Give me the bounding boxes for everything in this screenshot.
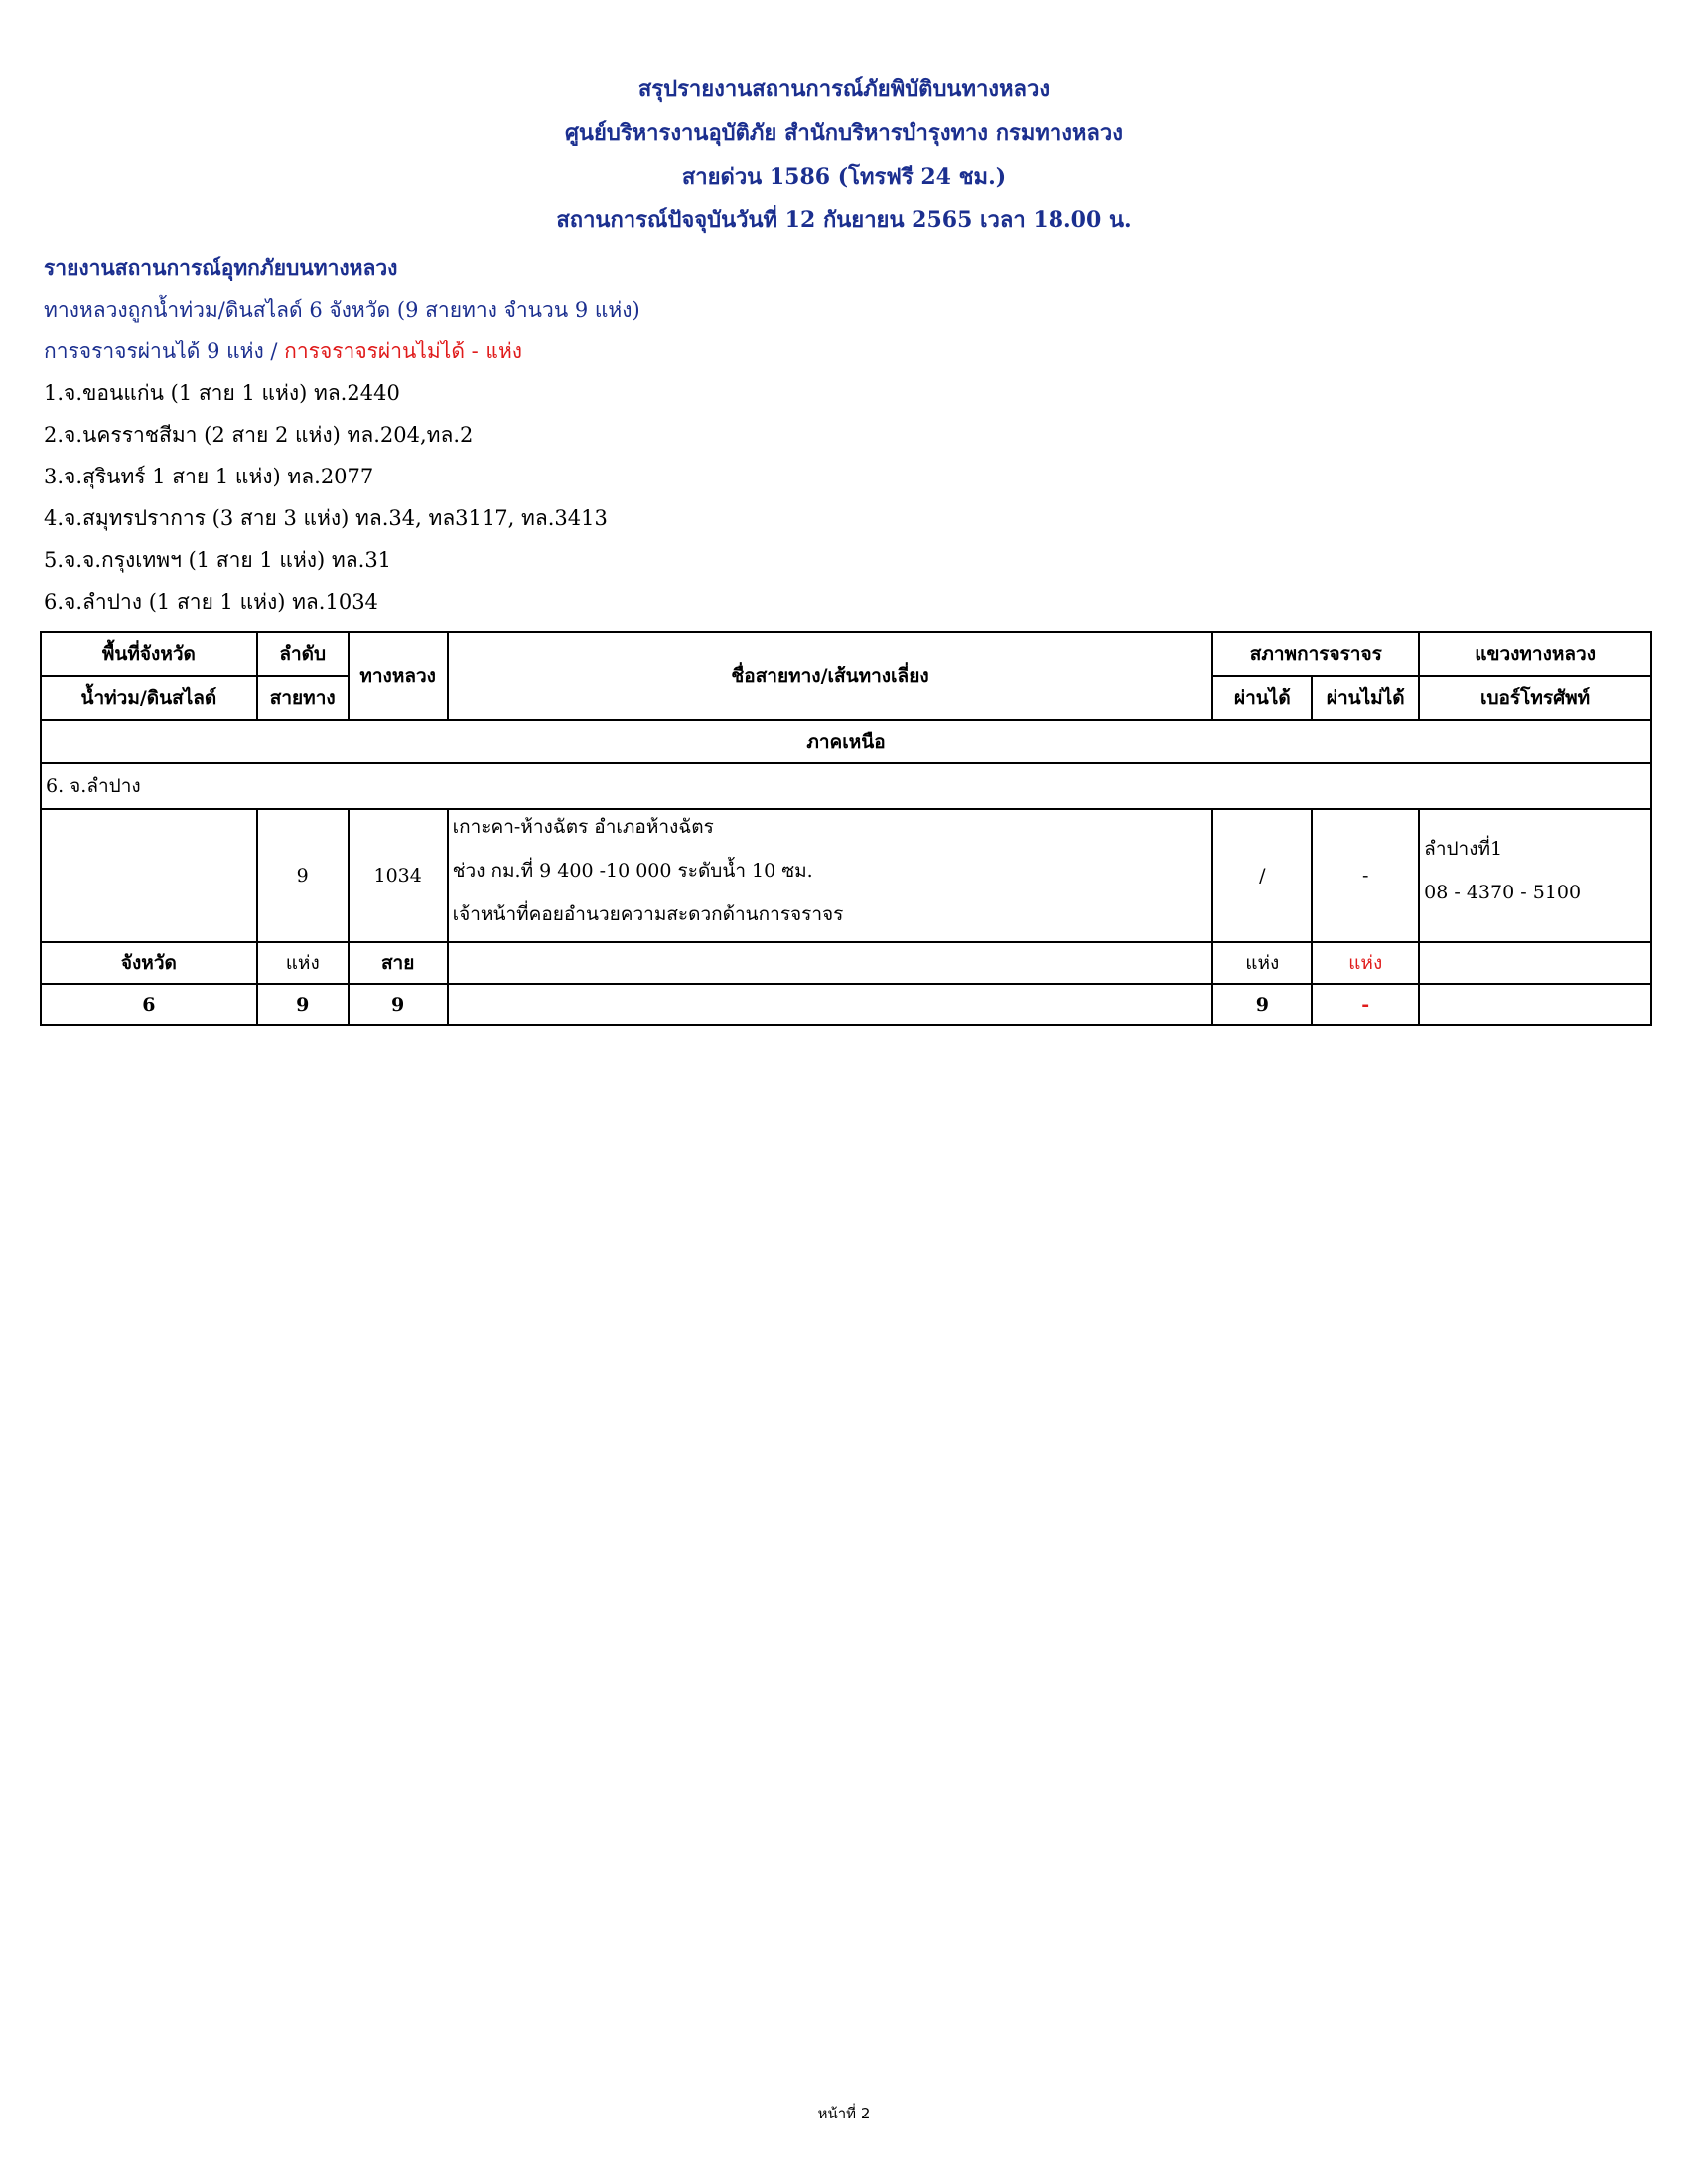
header-area-sub: น้ำท่วม/ดินสไลด์: [41, 676, 257, 720]
cell-route: [448, 809, 1213, 942]
summary-passable: การจราจรผ่านได้ 9 แห่ง /: [44, 340, 278, 363]
header-route-name: ชื่อสายทาง/เส้นทางเลี่ยง: [448, 632, 1213, 720]
table-header-row: [41, 632, 1651, 676]
page-number: หน้าที่ 2: [817, 2105, 871, 2122]
province-item: 6.จ.ลำปาง (1 สาย 1 แห่ง) ทล.1034: [44, 590, 378, 614]
total-label-places: แห่ง: [257, 942, 349, 984]
header-impassable: ผ่านไม่ได้: [1312, 676, 1419, 720]
total-routes: 9: [349, 984, 448, 1025]
report-hotline: สายด่วน 1586 (โทรฟรี 24 ชม.): [681, 164, 1007, 190]
total-province: 6: [41, 984, 257, 1025]
province-item: 3.จ.สุรินทร์ 1 สาย 1 แห่ง) ทล.2077: [44, 465, 374, 488]
region-label: ภาคเหนือ: [41, 720, 1651, 763]
report-agency: ศูนย์บริหารงานอุบัติภัย สำนักบริหารบำรุงทาง กรมทางหลวง: [564, 120, 1124, 146]
summary-heading: รายงานสถานการณ์อุทกภัยบนทางหลวง: [44, 255, 398, 280]
summary-affected: ทางหลวงถูกน้ำท่วม/ดินสไลด์ 6 จังหวัด (9 สายทาง จำนวน 9 แห่ง): [44, 298, 640, 322]
district-name: ลำปางที่1: [1424, 838, 1503, 860]
cell-highway: 1034: [349, 809, 448, 942]
header-highway: ทางหลวง: [349, 632, 448, 720]
table-row: [41, 809, 1651, 942]
cell-impassable: -: [1312, 809, 1419, 942]
header-district-sub: เบอร์โทรศัพท์: [1419, 676, 1651, 720]
province-label: 6. จ.ลำปาง: [41, 763, 1651, 809]
district-phone: 08 - 4370 - 5100: [1424, 882, 1582, 903]
region-row: [41, 720, 1651, 763]
total-label-impassable: แห่ง: [1312, 942, 1419, 984]
flood-report-table: [40, 631, 1652, 1026]
total-impassable: -: [1312, 984, 1419, 1025]
totals-value-row: [41, 984, 1651, 1025]
summary-impassable: การจราจรผ่านไม่ได้ - แห่ง: [277, 340, 523, 363]
report-title: สรุปรายงานสถานการณ์ภัยพิบัติบนทางหลวง: [637, 76, 1051, 102]
header-traffic-status: สภาพการจราจร: [1212, 632, 1419, 676]
header-order-sub: สายทาง: [257, 676, 349, 720]
province-item: 2.จ.นครราชสีมา (2 สาย 2 แห่ง) ทล.204,ทล.2: [44, 423, 474, 447]
total-blank: [448, 984, 1213, 1025]
total-places: 9: [257, 984, 349, 1025]
province-row: [41, 763, 1651, 809]
total-label-province: จังหวัด: [41, 942, 257, 984]
total-passable: 9: [1212, 984, 1312, 1025]
route-line: เจ้าหน้าที่คอยอำนวยความสะดวกด้านการจราจร: [452, 903, 844, 925]
route-line: เกาะคา-ห้างฉัตร อำเภอห้างฉัตร: [452, 816, 714, 838]
header-passable: ผ่านได้: [1212, 676, 1312, 720]
header-order: ลำดับ: [257, 632, 349, 676]
total-label-routes: สาย: [349, 942, 448, 984]
total-district: [1419, 984, 1651, 1025]
total-label-district: [1419, 942, 1651, 984]
total-label-blank: [448, 942, 1213, 984]
header-area: พื้นที่จังหวัด: [41, 632, 257, 676]
header-district: แขวงทางหลวง: [1419, 632, 1651, 676]
cell-passable: /: [1212, 809, 1312, 942]
route-line: ช่วง กม.ที่ 9 400 -10 000 ระดับน้ำ 10 ซม.: [452, 860, 813, 882]
cell-district: [1419, 809, 1651, 942]
province-item: 5.จ.จ.กรุงเทพฯ (1 สาย 1 แห่ง) ทล.31: [44, 548, 392, 572]
province-item: 4.จ.สมุทรปราการ (3 สาย 3 แห่ง) ทล.34, ทล3117, ทล.3413: [44, 506, 608, 530]
report-date: สถานการณ์ปัจจุบันวันที่ 12 กันยายน 2565 เวลา 18.00 น.: [556, 207, 1132, 233]
report-title-block: [0, 69, 1688, 244]
totals-label-row: [41, 942, 1651, 984]
cell-order: 9: [257, 809, 349, 942]
summary-section: [44, 248, 1652, 623]
province-item: 1.จ.ขอนแก่น (1 สาย 1 แห่ง) ทล.2440: [44, 381, 400, 405]
summary-traffic: [44, 332, 1652, 373]
cell-area: [41, 809, 257, 942]
total-label-passable: แห่ง: [1212, 942, 1312, 984]
